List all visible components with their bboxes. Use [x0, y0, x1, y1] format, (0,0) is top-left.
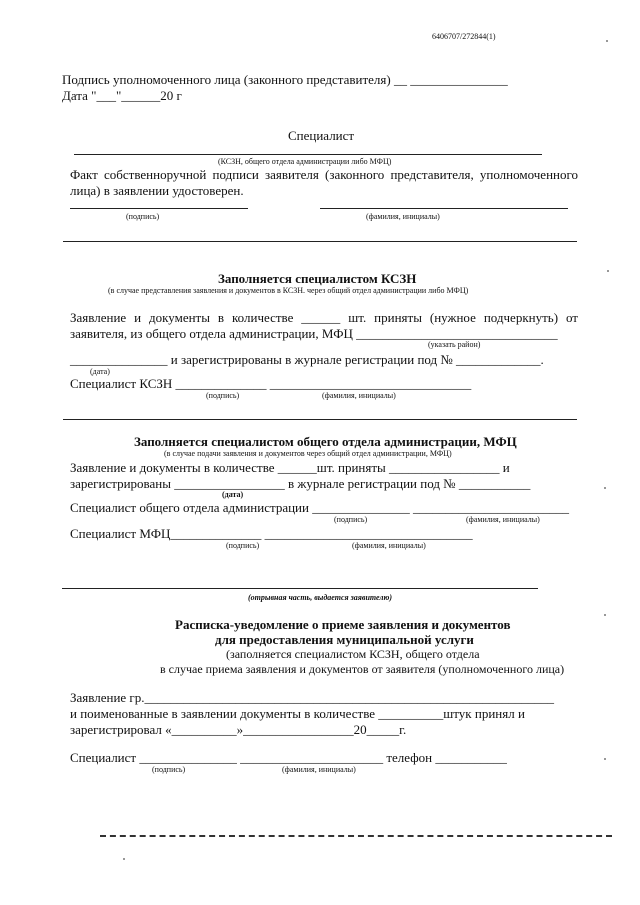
- admin-section-subtitle: (в случае подачи заявления и документов через общий отдел администрации, МФЦ): [164, 449, 452, 458]
- scan-speck: [606, 40, 608, 42]
- receipt-specialist-line: Специалист _______________ ______________________ телефон ___________: [70, 750, 507, 765]
- kszn-specialist-line: Специалист КСЗН ______________ _______________________________: [70, 376, 472, 391]
- mfc-specialist-line: Специалист МФЦ______________ ________________________________: [70, 526, 473, 541]
- kszn-registration-line: _______________ и зарегистрированы в журнале регистрации под № _____________.: [70, 352, 544, 367]
- admin-name-caption: (фамилия, инициалы): [466, 515, 540, 524]
- mfc-name-caption: (фамилия, инициалы): [352, 541, 426, 550]
- receipt-title: Расписка-уведомление о приеме заявления и документов: [175, 617, 511, 632]
- signature-caption: (подпись): [126, 212, 160, 221]
- receipt-note: (заполняется специалистом КСЗН, общего отдела: [226, 647, 480, 661]
- scan-speck: [123, 858, 125, 860]
- section-divider-2: [63, 419, 577, 420]
- kszn-date-caption: (дата): [90, 367, 110, 376]
- specialist-caption: (КСЗН, общего отдела администрации либо МФЦ): [218, 157, 392, 166]
- scan-speck: [604, 758, 606, 760]
- signature-field-line: [70, 208, 248, 209]
- tear-off-line: [62, 588, 538, 589]
- receipt-title-cont: для предоставления муниципальной услуги: [215, 632, 474, 647]
- tear-off-caption: (отрывная часть, выдается заявителю): [248, 593, 392, 602]
- district-caption: (указать район): [428, 340, 481, 349]
- kszn-applicant-line: заявителя, из общего отдела администрации, МФЦ _______________________________: [70, 326, 558, 341]
- receipt-signature-caption: (подпись): [152, 765, 186, 774]
- kszn-documents-line: Заявление и документы в количестве ______ шт. приняты (нужное подчеркнуть) от: [70, 310, 578, 325]
- signature-fact-text-cont: лица) в заявлении удостоверен.: [70, 183, 244, 198]
- admin-registration-line: зарегистрированы _________________ в журнале регистрации под № ___________: [70, 476, 531, 491]
- scan-speck: [604, 487, 606, 489]
- kszn-signature-caption: (подпись): [206, 391, 240, 400]
- representative-signature-line: Подпись уполномоченного лица (законного представителя) __ _______________: [62, 72, 508, 87]
- receipt-registration-line: зарегистрировал «__________»_________________20_____г.: [70, 722, 407, 737]
- kszn-name-caption: (фамилия, инициалы): [322, 391, 396, 400]
- receipt-note-cont: в случае приема заявления и документов от заявителя (уполномоченного лица): [160, 662, 565, 676]
- name-caption: (фамилия, инициалы): [366, 212, 440, 221]
- admin-documents-line: Заявление и документы в количестве ______шт. приняты _________________ и: [70, 460, 510, 475]
- admin-signature-caption: (подпись): [334, 515, 368, 524]
- date-line: Дата "___"______20 г: [62, 88, 182, 103]
- scan-speck: [607, 270, 609, 272]
- receipt-name-caption: (фамилия, инициалы): [282, 765, 356, 774]
- scan-speck: [604, 614, 606, 616]
- specialist-heading: Специалист: [288, 128, 355, 143]
- admin-specialist-line: Специалист общего отдела администрации _______________ ________________________: [70, 500, 569, 515]
- name-field-line: [320, 208, 568, 209]
- mfc-signature-caption: (подпись): [226, 541, 260, 550]
- signature-fact-text: Факт собственноручной подписи заявителя (законного представителя, уполномоченного: [70, 167, 578, 182]
- kszn-section-subtitle: (в случае представления заявления и документов в КСЗН. через общий отдел администрации либо МФЦ): [108, 286, 469, 295]
- admin-date-caption: (дата): [222, 490, 244, 499]
- section-divider: [63, 241, 577, 242]
- admin-section-title: Заполняется специалистом общего отдела администрации, МФЦ: [134, 434, 517, 449]
- document-id: 6406707/272844(1): [432, 32, 496, 41]
- specialist-underline: [74, 154, 542, 155]
- cut-line: [100, 835, 612, 837]
- kszn-section-title: Заполняется специалистом КСЗН: [218, 271, 417, 286]
- receipt-documents-line: и поименованные в заявлении документы в количестве __________штук принял и: [70, 706, 525, 721]
- receipt-applicant-line: Заявление гр._______________________________________________________________: [70, 690, 555, 705]
